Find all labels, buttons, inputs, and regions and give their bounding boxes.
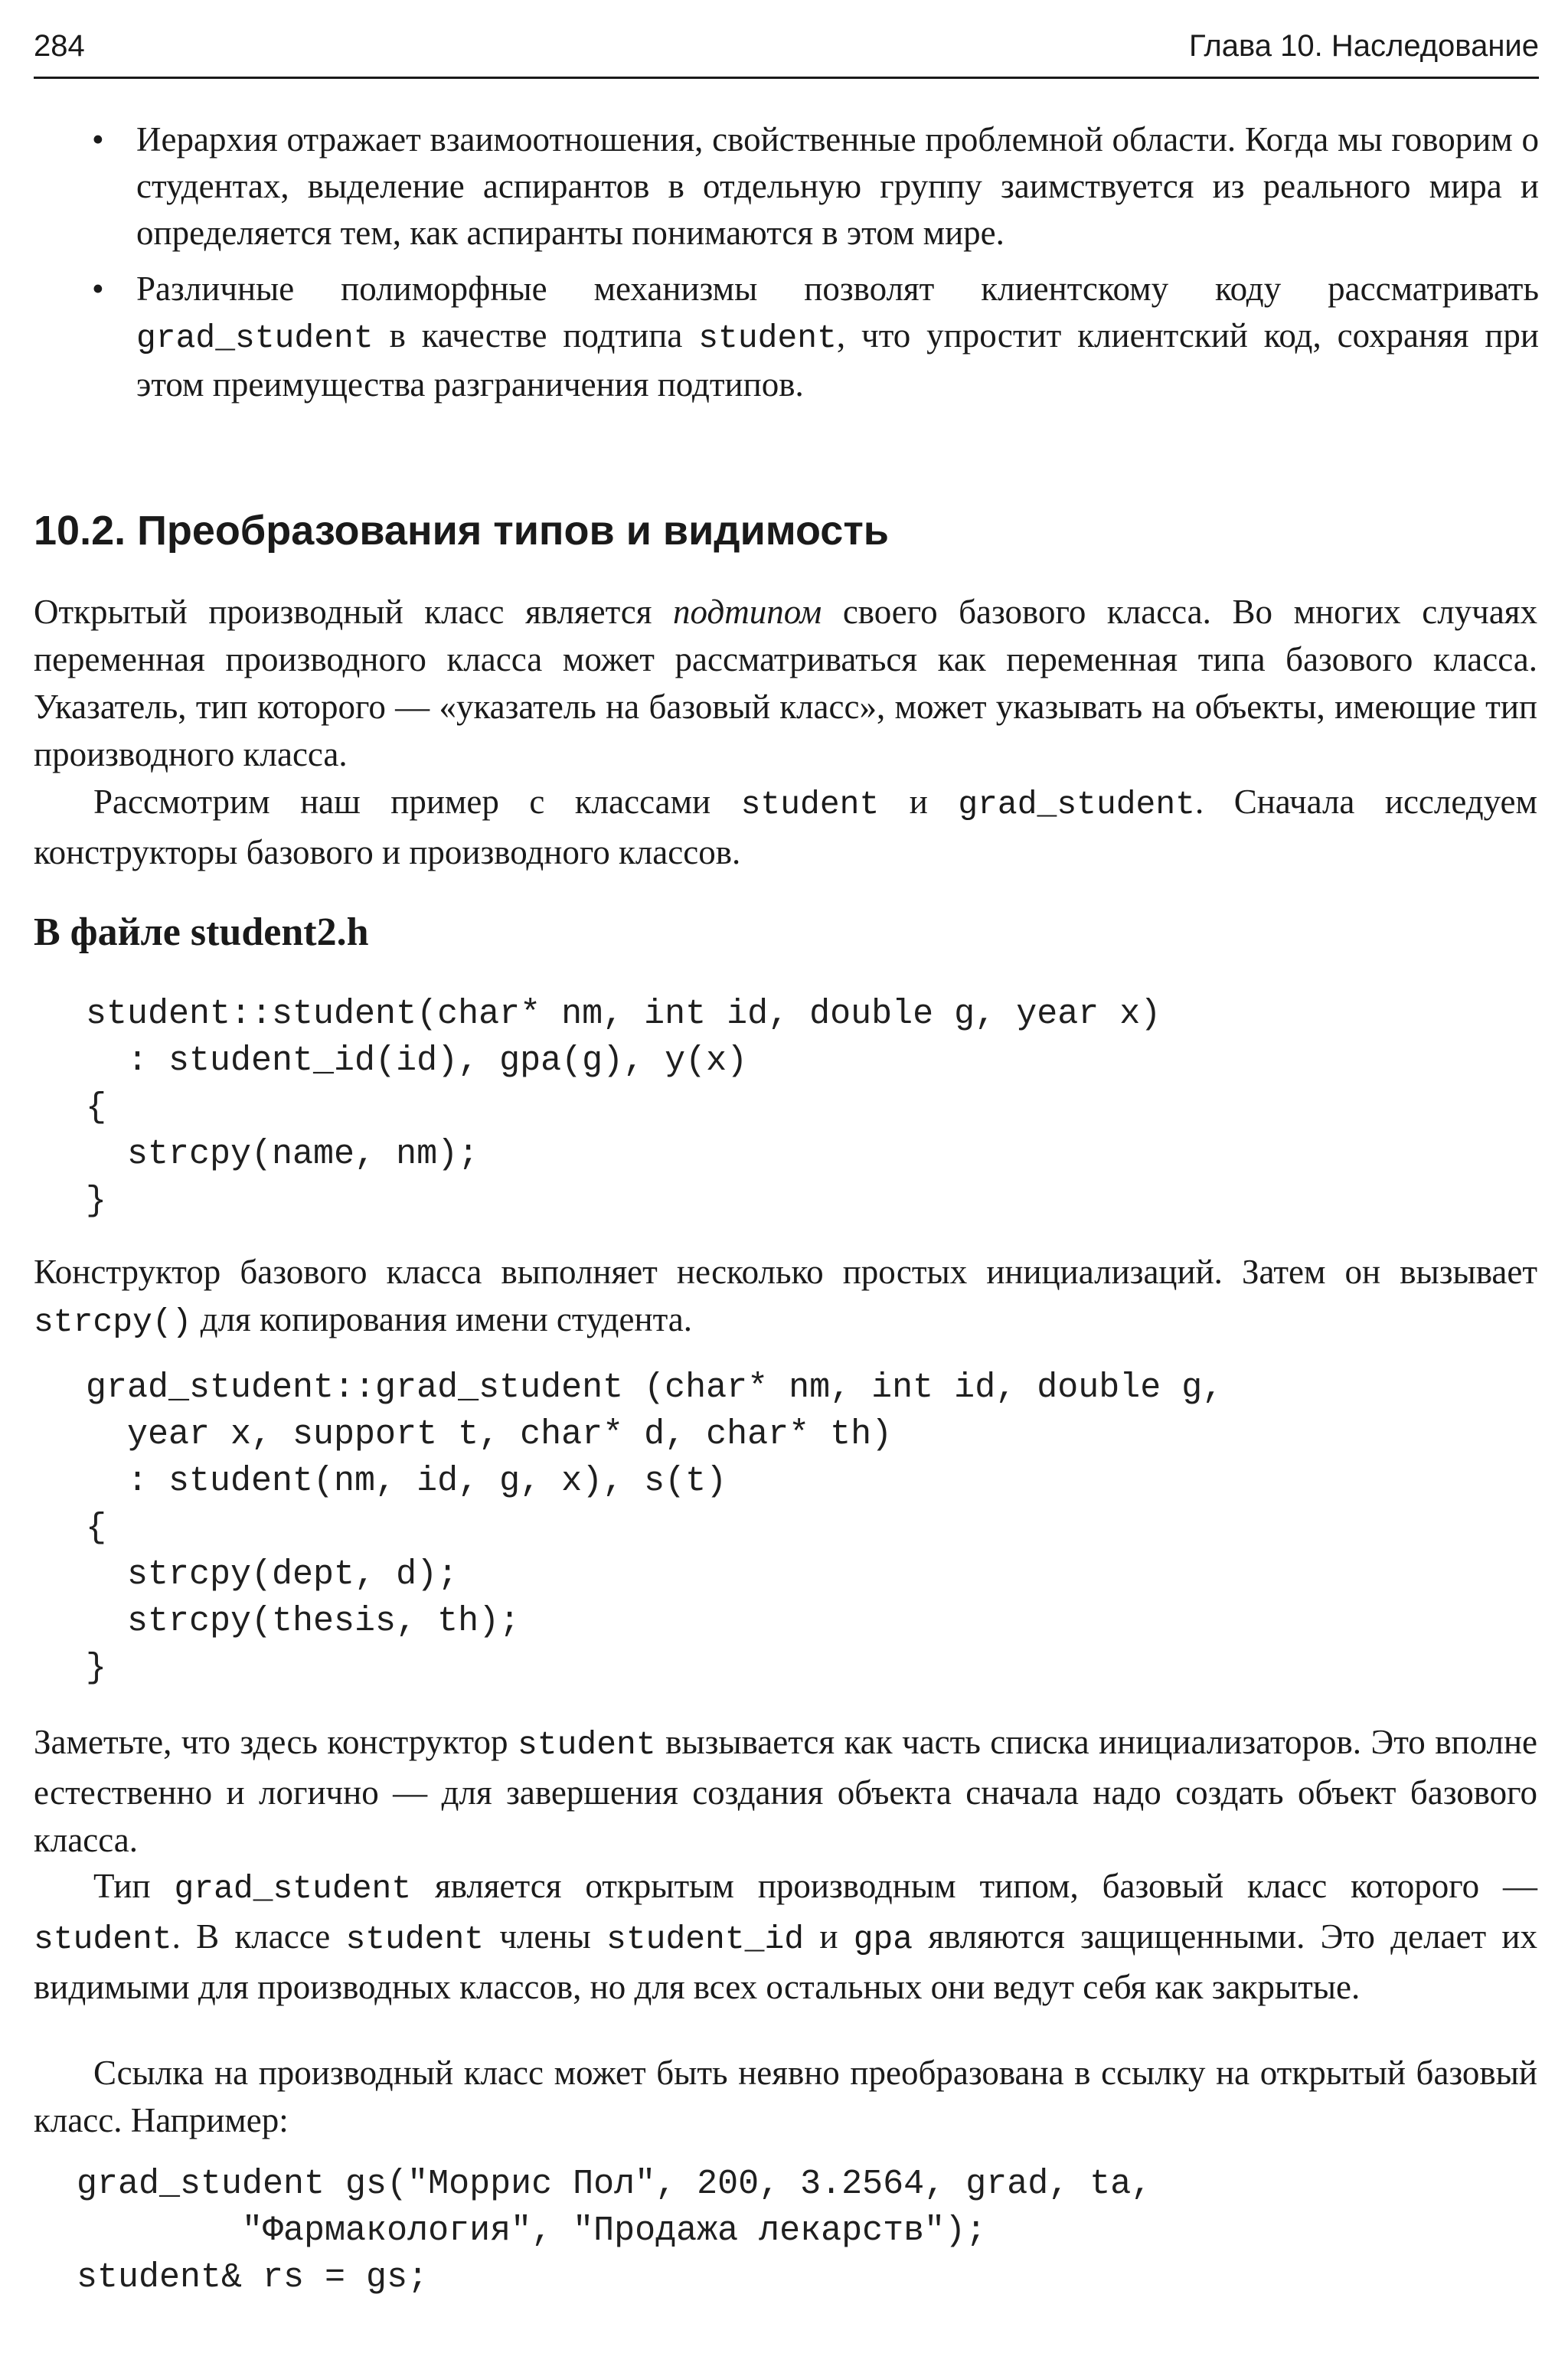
- inline-code: student: [345, 1920, 485, 1958]
- para-text: . Сначала исследуем конструкторы базового и производного классов.: [34, 783, 1537, 871]
- code-block-student-ctor: [86, 991, 1161, 1224]
- inline-code: gpa: [853, 1920, 913, 1958]
- paragraph-example-intro: [34, 778, 1537, 876]
- bullet-item: [34, 116, 1539, 257]
- para-text: члены: [484, 1917, 607, 1956]
- code-line: }: [86, 1649, 107, 1688]
- inline-code: student: [518, 1726, 656, 1763]
- inline-code: student: [740, 786, 880, 823]
- bullet-icon: •: [92, 120, 104, 159]
- code-line: {: [86, 1508, 107, 1547]
- inline-code: grad_student: [958, 786, 1195, 823]
- para-text: своего базового класса. Во многих случаях переменная производного класса может рассматриваться как переменная типа базового класса. Указатель, тип которого — «указатель на базовый класс», может указывать на объекты, имеющие тип производного класса.: [34, 593, 1537, 773]
- code-line: grad_student gs("Моррис Пол", 200, 3.2564, grad, ta,: [77, 2165, 1152, 2204]
- code-line: grad_student::grad_student (char* nm, int id, double g,: [86, 1368, 1223, 1407]
- para-text: для копирования имени студента.: [191, 1300, 693, 1338]
- code-block-grad-ctor: [86, 1364, 1223, 1691]
- bullet-icon: •: [92, 270, 104, 308]
- bullet-text: в качестве подтипа: [373, 316, 699, 355]
- bullet-item: [34, 266, 1539, 408]
- code-line: }: [86, 1181, 107, 1221]
- page-number: 284: [34, 29, 85, 63]
- chapter-title: Глава 10. Наследование: [1188, 29, 1539, 63]
- para-text: вызывается как часть списка инициализаторов. Это вполне естественно и логично — для завершения создания объекта сначала надо создать объект базового класса.: [34, 1723, 1538, 1859]
- paragraph-subtype: [34, 588, 1537, 778]
- para-text: являются защищенными. Это делает их видимыми для производных классов, но для всех остальных они ведут себя как закрытые.: [34, 1917, 1537, 2006]
- bullet-text: Иерархия отражает взаимоотношения, свойственные проблемной области. Когда мы говорим о студентах, выделение аспирантов в отдельную группу заимствуется из реального мира и определяется тем, как аспиранты понимаются в этом мире.: [136, 120, 1539, 252]
- inline-code: strcpy(): [34, 1303, 192, 1341]
- code-line: strcpy(thesis, th);: [86, 1602, 521, 1641]
- code-line: {: [86, 1088, 107, 1127]
- inline-code: student: [34, 1920, 172, 1958]
- paragraph-init-list: [34, 1718, 1537, 1864]
- emphasized-term: подтипом: [673, 593, 822, 631]
- code-line: strcpy(name, nm);: [86, 1135, 479, 1174]
- code-line: student::student(char* nm, int id, double g, year x): [86, 995, 1161, 1034]
- code-line: year x, support t, char* d, char* th): [86, 1415, 893, 1454]
- inline-code: student_id: [606, 1920, 805, 1958]
- para-text: Заметьте, что здесь конструктор: [34, 1723, 518, 1761]
- para-text: и: [879, 783, 959, 821]
- code-line: student& rs = gs;: [77, 2258, 429, 2297]
- paragraph-protected: [34, 1862, 1537, 2011]
- para-text: Ссылка на производный класс может быть неявно преобразована в ссылку на открытый базовый класс. Например:: [34, 2054, 1537, 2139]
- para-text: Открытый производный класс является: [34, 593, 674, 631]
- paragraph-reference-conversion: [34, 2049, 1537, 2144]
- code-line: : student_id(id), gpa(g), y(x): [86, 1041, 748, 1080]
- para-text: Рассмотрим наш пример с классами: [93, 783, 741, 821]
- para-text: Тип: [93, 1867, 175, 1905]
- code-line: strcpy(dept, d);: [86, 1555, 459, 1594]
- code-block-reference-example: [77, 2161, 1152, 2301]
- running-header: [34, 26, 1539, 79]
- section-heading: 10.2. Преобразования типов и видимость: [34, 508, 889, 554]
- bullet-text: , что упростит клиентский код, сохраняя при этом преимущества разграничения подтипов.: [136, 316, 1540, 404]
- paragraph-base-ctor: [34, 1248, 1537, 1346]
- inline-code: grad_student: [174, 1870, 412, 1907]
- code-line: "Фармакология", "Продажа лекарств");: [77, 2211, 987, 2250]
- para-text: Конструктор базового класса выполняет несколько простых инициализаций. Затем он вызывает: [34, 1253, 1537, 1291]
- bullet-list: [34, 116, 1539, 408]
- code-line: : student(nm, id, g, x), s(t): [86, 1462, 727, 1501]
- inline-code: grad_student: [136, 319, 374, 357]
- file-subheading: В файле student2.h: [34, 910, 369, 954]
- bullet-text: Различные полиморфные механизмы позволят клиентскому коду рассматривать: [136, 270, 1539, 308]
- para-text: является открытым производным типом, базовый класс которого —: [411, 1867, 1538, 1905]
- para-text: . В классе: [172, 1917, 346, 1956]
- inline-code: student: [698, 319, 837, 357]
- para-text: и: [804, 1917, 854, 1956]
